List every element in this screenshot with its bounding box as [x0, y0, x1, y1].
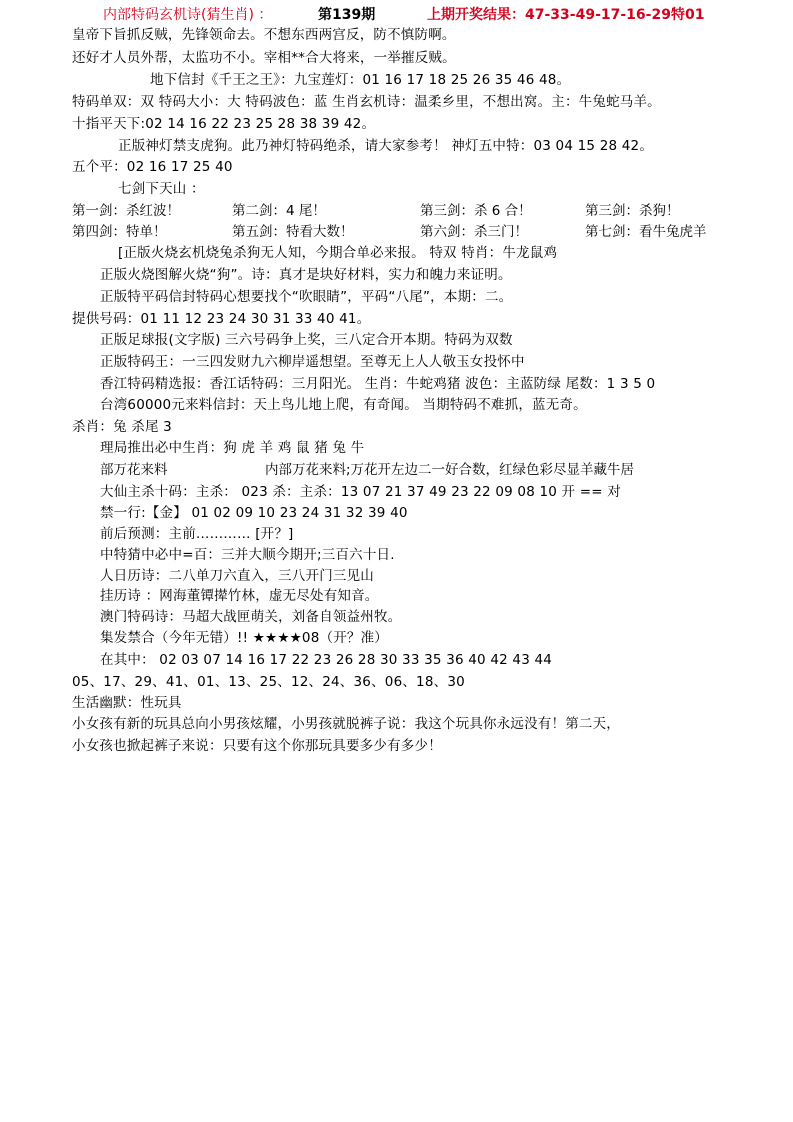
wanhua-label: 部万花来料	[100, 462, 168, 478]
shaxiao-line: 杀肖：兔 杀尾 3	[72, 419, 172, 435]
header-title: 内部特码玄机诗(猜生肖) ：	[103, 7, 273, 23]
tigong-line: 提供号码：01 11 12 23 24 30 31 33 40 41。	[72, 311, 371, 327]
sword-7: 第七剑：看牛兔虎羊	[585, 224, 707, 240]
shendeng-line: 正版神灯禁支虎狗。此乃神灯特码绝杀，请大家参考！ 神灯五中特：03 04 15 28 42。	[118, 138, 654, 154]
pingma-line: 正版特平码信封特码心想要找个“吹眼睛”，平码“八尾”，本期：二。	[100, 289, 513, 305]
issue-number: 第139期	[318, 7, 376, 23]
tema-info-line: 特码单双：双 特码大小：大 特码波色：蓝 生肖玄机诗：温柔乡里，不想出窝。主：牛兔蛇马羊。	[72, 94, 661, 110]
zuqiu-line: 正版足球报(文字版) 三六号码争上奖，三八定合开本期。特码为双数	[100, 332, 513, 348]
qijian-title: 七剑下天山 ：	[118, 181, 205, 197]
dixia-xinfeng: 地下信封《千王之王》：九宝莲灯：01 16 17 18 25 26 35 46 48。	[150, 72, 571, 88]
poem-line-1: 皇帝下旨抓反贼，先锋领命去。不想东西两宫反，防不慎防啊。	[72, 27, 456, 43]
sword-2: 第二剑：4 尾！	[232, 203, 326, 219]
xianggang-line: 香江特码精选报：香江话特码：三月阳光。 生肖：牛蛇鸡猪 波色：主蓝防绿 尾数：1 3 5 0	[100, 376, 656, 392]
joke-line-2: 小女孩也掀起裤子来说：只要有这个你那玩具要多少有多少！	[72, 738, 442, 754]
shizhi-line: 十指平天下:02 14 16 22 23 25 28 38 39 42。	[72, 116, 376, 132]
zhongte-line: 中特猜中必中=百：三并大顺今期开;三百六十日.	[100, 547, 395, 563]
sword-3b: 第三剑：杀狗！	[585, 203, 680, 219]
jifa-line: 集发禁合（今年无错）!! ★★★★08（开？准）	[100, 630, 389, 646]
daxian-line: 大仙主杀十码：主杀： 023 杀：主杀：13 07 21 37 49 23 22 09 08 10 开 == 对	[100, 484, 621, 500]
qianhou-line: 前后预测：主前………… [开？]	[100, 526, 294, 542]
numbers-line: 05、17、29、41、01、13、25、12、24、36、06、18、30	[72, 674, 465, 690]
last-result: 上期开奖结果：47-33-49-17-16-29特01	[427, 7, 705, 23]
sword-6: 第六剑：杀三门！	[420, 224, 528, 240]
joke-line-1: 小女孩有新的玩具总向小男孩炫耀，小男孩就脱裤子说：我这个玩具你永远没有！第二天，	[72, 716, 620, 732]
renri-line: 人日历诗：二八单刀六直入，三八开门三见山	[100, 568, 374, 584]
wugeping-line: 五个平：02 16 17 25 40	[72, 159, 233, 175]
temawang-line: 正版特码王：一三四发财九六柳岸遥想望。至尊无上人人敬玉女投怀中	[100, 354, 525, 370]
wanhua-text: 内部万花来料;万花开左边二一好合数，红绿色彩尽显羊藏牛居	[265, 462, 635, 478]
aomen-line: 澳门特码诗：马超大战匣萌关，刘备自领益州牧。	[100, 609, 402, 625]
zaiqizhong-line: 在其中： 02 03 07 14 16 17 22 23 26 28 30 33 35 36 40 42 43 44	[100, 652, 553, 668]
jinyihang-line: 禁一行:【金】 01 02 09 10 23 24 31 32 39 40	[100, 505, 408, 521]
huoshao-line-1: [正版火烧玄机烧兔杀狗无人知，今期合单必来报。 特双 特肖：牛龙鼠鸡	[118, 245, 558, 261]
sword-4: 第四剑：特单！	[72, 224, 167, 240]
sword-3: 第三剑：杀 6 合！	[420, 203, 532, 219]
guali-line: 挂历诗 ：网海董镡撵竹林，虚无尽处有知音。	[100, 588, 379, 604]
sword-5: 第五剑：特看大数！	[232, 224, 354, 240]
liju-line: 理局推出必中生肖：狗 虎 羊 鸡 鼠 猪 兔 牛	[100, 440, 365, 456]
poem-line-2: 还好才人员外帮，太监功不小。宰相**合大将来，一举摧反贼。	[72, 50, 456, 66]
youmo-title: 生活幽默：性玩具	[72, 695, 182, 711]
taiwan-line: 台湾60000元来料信封：天上鸟儿地上爬，有奇闻。 当期特码不难抓，蓝无奇。	[100, 397, 587, 413]
sword-1: 第一剑：杀红波！	[72, 203, 180, 219]
huoshao-line-2: 正版火烧图解火烧“狗”。诗：真才是块好材料，实力和魄力来证明。	[100, 267, 512, 283]
